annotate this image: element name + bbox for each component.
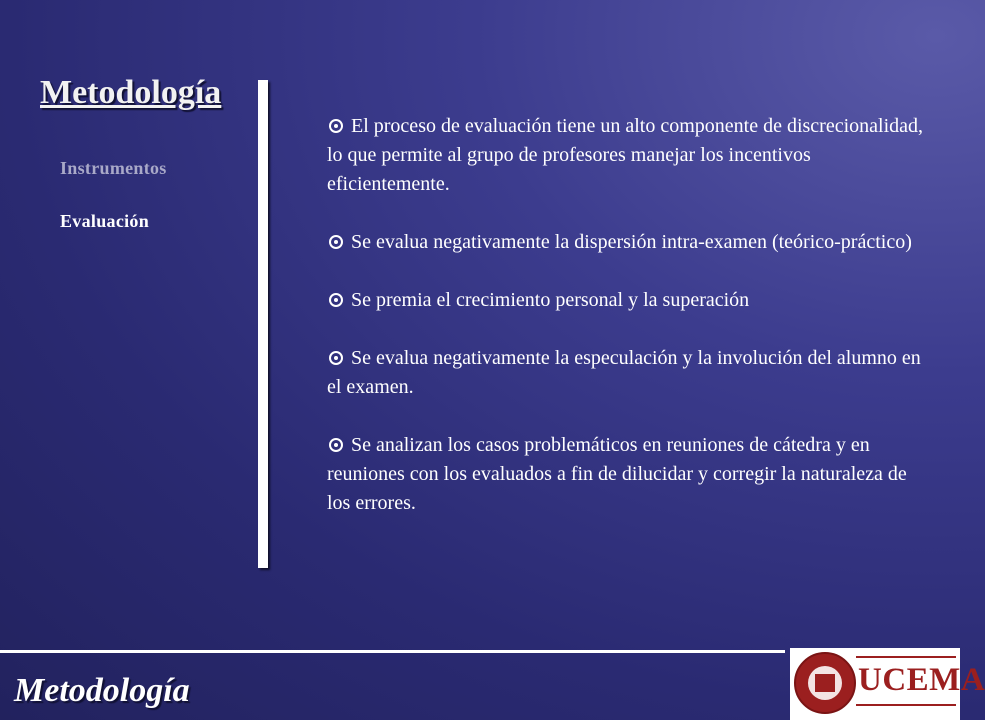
logo-text: UCEMA [858,662,985,698]
bullet-item [327,431,927,518]
logo-rule-top [856,656,956,658]
university-seal-icon [794,652,856,714]
bullet-list [327,112,927,547]
bullet-icon [329,351,343,365]
bullet-icon [329,438,343,452]
section-nav [60,158,167,264]
nav-item-instrumentos[interactable]: Instrumentos [60,158,167,178]
bullet-item [327,344,927,402]
bullet-text: Se analizan los casos problemáticos en reuniones de cátedra y en reuniones con los evaluados a fin de dilucidar y corregir la naturaleza de los errores. [327,434,907,514]
vertical-divider [258,80,268,568]
bullet-icon [329,235,343,249]
bullet-item [327,286,927,315]
bullet-item [327,228,927,257]
bullet-icon [329,119,343,133]
bullet-icon [329,293,343,307]
bullet-text: Se evalua negativamente la dispersión intra-examen (teórico-práctico) [351,231,912,253]
footer-divider [0,650,785,653]
bullet-text: Se premia el crecimiento personal y la superación [351,289,750,311]
slide-title: Metodología [40,74,222,111]
bullet-item [327,112,927,199]
ucema-logo [790,648,985,720]
logo-rule-bottom [856,704,956,706]
bullet-text: Se evalua negativamente la especulación y la involución del alumno en el examen. [327,347,921,398]
bullet-text: El proceso de evaluación tiene un alto componente de discrecionalidad, lo que permite al grupo de profesores manejar los incentivos eficientemente. [327,115,924,195]
nav-item-evaluacion[interactable]: Evaluación [60,211,150,231]
footer-title: Metodología [14,672,190,709]
